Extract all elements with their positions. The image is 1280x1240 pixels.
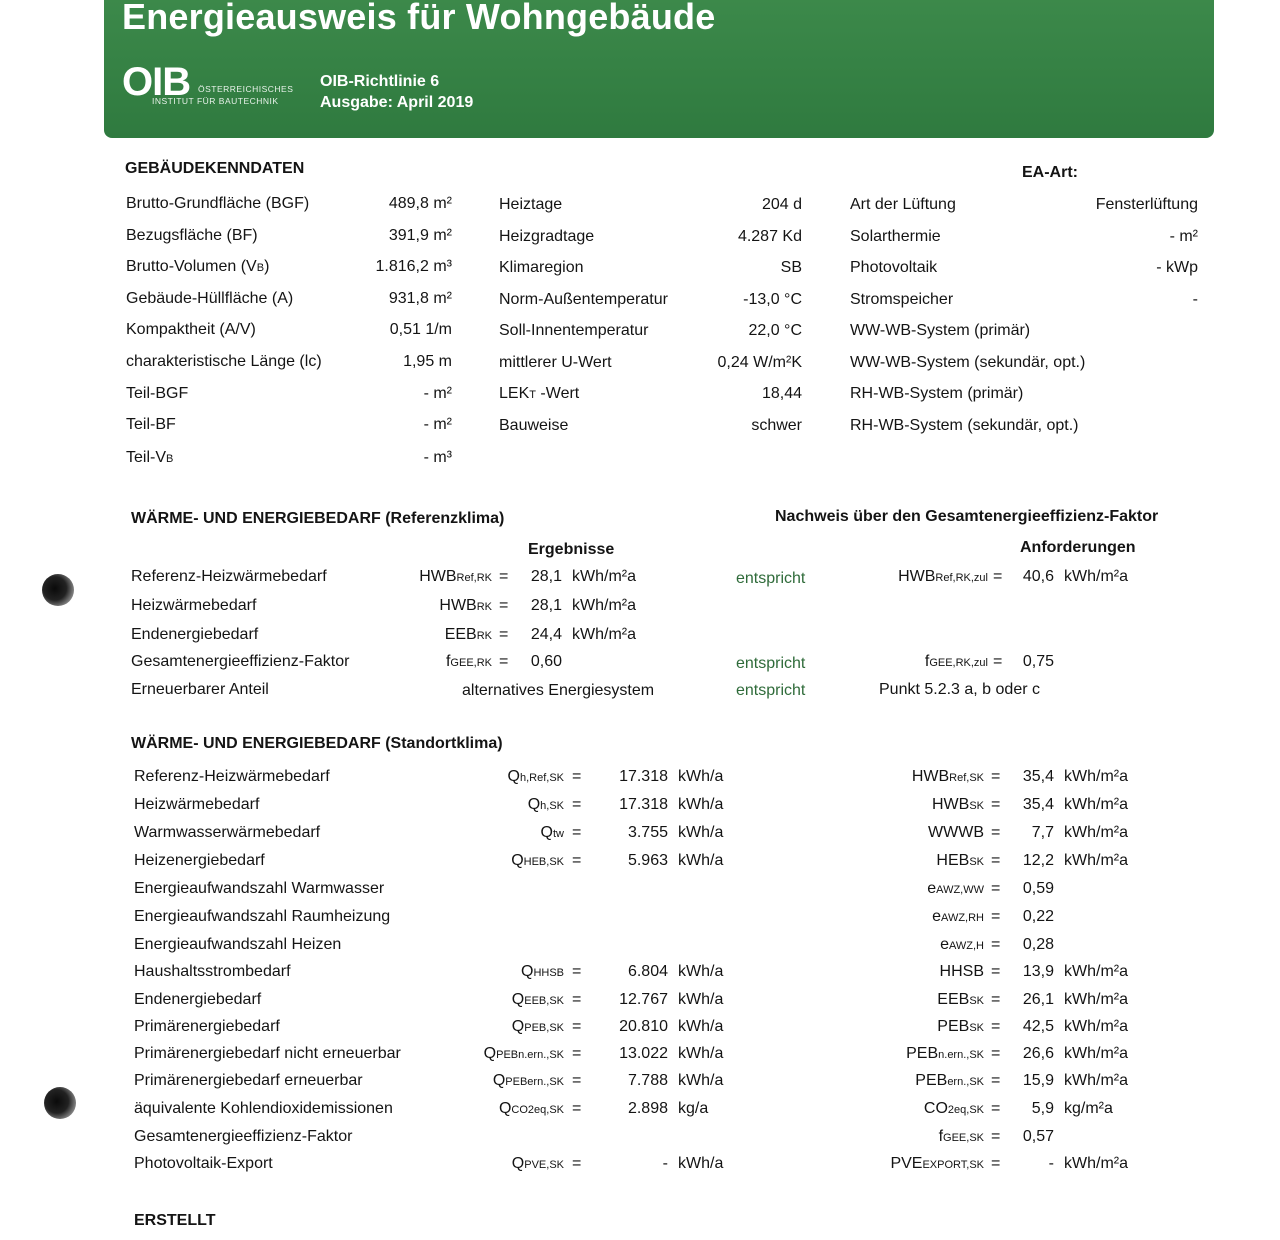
equals-sign: = — [991, 852, 1001, 869]
label-main: Heizgradtage — [499, 228, 595, 245]
equals-sign: = — [572, 1045, 582, 1062]
symbol-subscript: GEE,RK,zul — [929, 657, 988, 669]
equals-sign: = — [991, 1045, 1001, 1062]
kennwert-value: 0,22 — [1022, 908, 1054, 925]
kennwert-unit: kWh/m²a — [1064, 768, 1128, 785]
symbol: HWB — [419, 568, 457, 585]
standort-unit: kWh/a — [678, 991, 724, 1008]
kenndaten-value: 22,0 °C — [748, 322, 802, 339]
logo-subtitle-2: INSTITUT FÜR BAUTECHNIK — [152, 96, 279, 106]
kennwert-value: 7,7 — [1031, 824, 1054, 841]
equals-sign: = — [572, 1155, 582, 1172]
symbol-subscript: h,SK — [540, 800, 564, 812]
symbol-subscript: 2eq,SK — [947, 1104, 984, 1116]
symbol: f — [445, 653, 451, 670]
label-main: Soll-Innentemperatur — [499, 322, 649, 339]
equals-sign: = — [572, 852, 582, 869]
symbol: f — [938, 1128, 944, 1145]
label-main: Norm-Außentemperatur — [499, 291, 668, 308]
symbol-subscript: HEB,SK — [523, 856, 564, 868]
standort-label: Energieaufwandszahl Warmwasser — [134, 880, 385, 897]
equals-sign: = — [991, 1072, 1001, 1089]
symbol-subscript: PEBern.,SK — [505, 1076, 564, 1088]
symbol: HWB — [439, 597, 477, 614]
equals-sign: = — [499, 597, 509, 614]
equals-sign: = — [991, 908, 1001, 925]
kennwert-unit: kWh/m²a — [1064, 991, 1128, 1008]
standort-unit: kWh/a — [678, 852, 724, 869]
equals-sign: = — [991, 768, 1001, 785]
symbol-subscript: tw — [553, 828, 564, 840]
kenndaten-value: - m² — [423, 416, 452, 433]
section-title-gebaeudekenndaten: GEBÄUDEKENNDATEN — [125, 160, 305, 177]
kenndaten-label: Stromspeicher — [850, 291, 954, 308]
punch-hole — [42, 574, 74, 606]
referenz-unit: kWh/m²a — [572, 597, 636, 614]
symbol: HWB — [911, 768, 950, 785]
symbol: WWWB — [928, 824, 984, 841]
standort-value: 7.788 — [627, 1072, 668, 1089]
kenndaten-label: Brutto-Grundfläche (BGF) — [126, 195, 310, 212]
kenndaten-label: WW-WB-System (sekundär, opt.) — [850, 354, 1086, 371]
symbol: Q — [498, 1100, 512, 1117]
kennwert-value: 26,1 — [1022, 991, 1054, 1008]
referenz-unit: kWh/m²a — [572, 626, 636, 643]
standort-unit: kWh/a — [678, 1018, 724, 1035]
symbol-subscript: AWZ,WW — [936, 884, 984, 896]
label-end: -Wert — [535, 385, 580, 402]
symbol: Q — [483, 1045, 497, 1062]
kenndaten-value: Fensterlüftung — [1095, 196, 1198, 213]
kennwert-unit: kg/m²a — [1064, 1100, 1113, 1117]
equals-sign: = — [991, 1100, 1001, 1117]
symbol-subscript: EEB,SK — [524, 995, 564, 1007]
standort-label: Referenz-Heizwärmebedarf — [134, 768, 330, 785]
equals-sign: = — [991, 824, 1001, 841]
equals-sign: = — [499, 653, 509, 670]
kennwert-unit: kWh/m²a — [1064, 824, 1128, 841]
standort-label: Photovoltaik-Export — [134, 1155, 273, 1172]
equals-sign: = — [991, 936, 1001, 953]
standort-unit: kg/a — [678, 1100, 709, 1117]
label-end: ) — [264, 258, 270, 275]
equals-sign: = — [572, 768, 582, 785]
standort-value: 6.804 — [627, 963, 668, 980]
label-subscript: T — [529, 389, 536, 401]
symbol: e — [927, 880, 937, 897]
kennwert-value: 26,6 — [1022, 1045, 1054, 1062]
label-main: Bauweise — [499, 417, 569, 434]
ergebnisse-header: Ergebnisse — [528, 541, 615, 558]
kenndaten-label: Teil-BF — [126, 416, 176, 433]
symbol-subscript: HHSB — [533, 967, 564, 979]
kennwert-unit: kWh/m²a — [1064, 1018, 1128, 1035]
label-main: Klimaregion — [499, 259, 584, 276]
kenndaten-label: WW-WB-System (primär) — [850, 322, 1031, 339]
symbol-subscript: GEE,SK — [943, 1132, 984, 1144]
status-entspricht: entspricht — [736, 682, 806, 699]
kennwert-value: 35,4 — [1022, 768, 1054, 785]
standort-label: Warmwasserwärmebedarf — [134, 824, 321, 841]
symbol-subscript: RK — [476, 630, 492, 642]
anforderung-value: 40,6 — [1022, 568, 1054, 585]
kenndaten-label: Photovoltaik — [850, 259, 938, 276]
equals-sign: = — [572, 991, 582, 1008]
kenndaten-label: RH-WB-System (primär) — [850, 385, 1024, 402]
symbol: HWB — [898, 568, 936, 585]
equals-sign: = — [572, 1072, 582, 1089]
equals-sign: = — [991, 1018, 1001, 1035]
kennwert-unit: kWh/m²a — [1064, 852, 1128, 869]
symbol-subscript: RK — [476, 601, 492, 613]
kenndaten-value: 1.816,2 m³ — [375, 258, 452, 275]
symbol: Q — [507, 768, 520, 785]
symbol: HWB — [931, 796, 970, 813]
symbol-subscript: h,Ref,SK — [519, 772, 564, 784]
symbol: CO — [923, 1100, 948, 1117]
standort-value: 3.755 — [627, 824, 668, 841]
symbol: Q — [520, 963, 534, 980]
standort-label: äquivalente Kohlendioxidemissionen — [134, 1100, 393, 1117]
symbol-subscript: AWZ,RH — [941, 912, 984, 924]
standort-label: Heizwärmebedarf — [134, 796, 260, 813]
symbol-subscript: AWZ,H — [948, 940, 984, 952]
kennwert-unit: kWh/m²a — [1064, 1045, 1128, 1062]
symbol: f — [924, 653, 930, 670]
section-title-referenzklima: WÄRME- UND ENERGIEBEDARF (Referenzklima) — [131, 510, 505, 527]
kenndaten-label: Solarthermie — [850, 228, 941, 245]
symbol-subscript: SK — [969, 1022, 984, 1034]
symbol: PVE — [890, 1155, 923, 1172]
kenndaten-value: - kWp — [1156, 259, 1198, 276]
ausgabe: Ausgabe: April 2019 — [320, 94, 474, 111]
symbol: e — [940, 936, 949, 953]
standort-label: Gesamtenergieeffizienz-Faktor — [134, 1128, 353, 1145]
kenndaten-value: - m³ — [423, 449, 452, 466]
symbol-subscript: SK — [969, 856, 984, 868]
kennwert-unit: kWh/m²a — [1064, 1155, 1128, 1172]
kenndaten-label: Teil-BGF — [126, 385, 189, 402]
kennwert-value: - — [1048, 1155, 1054, 1172]
equals-sign: = — [572, 824, 582, 841]
symbol: e — [932, 908, 942, 925]
kennwert-value: 12,2 — [1022, 852, 1054, 869]
erneuerbar-punkt: Punkt 5.2.3 a, b oder c — [879, 681, 1040, 698]
referenz-unit: kWh/m²a — [572, 568, 636, 585]
standort-value: 2.898 — [627, 1100, 668, 1117]
referenz-label: Gesamtenergieeffizienz-Faktor — [131, 653, 350, 670]
label-main: Heiztage — [499, 196, 563, 213]
symbol-subscript: ern.,SK — [947, 1076, 984, 1088]
kennwert-unit: kWh/m²a — [1064, 963, 1128, 980]
kenndaten-value: 931,8 m² — [388, 290, 452, 307]
symbol: Q — [511, 852, 524, 869]
ea-art-label: EA-Art: — [1022, 164, 1078, 181]
equals-sign: = — [991, 1128, 1001, 1145]
referenz-label: Referenz-Heizwärmebedarf — [131, 568, 327, 585]
symbol: HHSB — [939, 963, 984, 980]
kenndaten-value: 0,24 W/m²K — [717, 354, 802, 371]
standort-value: 13.022 — [619, 1045, 668, 1062]
kenndaten-value: 0,51 1/m — [389, 321, 452, 338]
standort-value: - — [662, 1155, 668, 1172]
nachweis-title: Nachweis über den Gesamtenergieeffizienz-Faktor — [775, 508, 1159, 525]
symbol-subscript: CO2eq,SK — [511, 1104, 564, 1116]
kenndaten-value: - — [1192, 291, 1198, 308]
kennwert-unit: kWh/m²a — [1064, 1072, 1128, 1089]
kennwert-value: 5,9 — [1031, 1100, 1054, 1117]
status-entspricht: entspricht — [736, 570, 806, 587]
standort-value: 20.810 — [619, 1018, 668, 1035]
referenz-value: 24,4 — [530, 626, 562, 643]
standort-value: 17.318 — [619, 796, 668, 813]
oib-logo: OIB — [122, 60, 191, 104]
kenndaten-value: - m² — [1169, 228, 1198, 245]
standort-label: Endenergiebedarf — [134, 991, 262, 1008]
kenndaten-value: SB — [780, 259, 802, 276]
standort-unit: kWh/a — [678, 768, 724, 785]
equals-sign: = — [991, 796, 1001, 813]
equals-sign: = — [991, 880, 1001, 897]
erneuerbar-system: alternatives Energiesystem — [462, 682, 655, 699]
symbol: PEB — [906, 1045, 939, 1062]
standort-unit: kWh/a — [678, 824, 724, 841]
referenz-value: 0,60 — [530, 653, 562, 670]
label-main: mittlerer U-Wert — [499, 354, 612, 371]
standort-label: Primärenergiebedarf erneuerbar — [134, 1072, 363, 1089]
referenz-value: 28,1 — [530, 597, 562, 614]
symbol-subscript: PEB,SK — [524, 1022, 564, 1034]
equals-sign: = — [991, 1155, 1001, 1172]
kenndaten-value: 18,44 — [761, 385, 802, 402]
referenz-label: Endenergiebedarf — [131, 626, 259, 643]
equals-sign: = — [993, 653, 1003, 670]
kenndaten-value: schwer — [751, 417, 802, 434]
standort-label: Primärenergiebedarf — [134, 1018, 280, 1035]
kenndaten-value: -13,0 °C — [743, 291, 802, 308]
equals-sign: = — [499, 626, 509, 643]
status-entspricht: entspricht — [736, 655, 806, 672]
equals-sign: = — [991, 963, 1001, 980]
standort-value: 5.963 — [627, 852, 668, 869]
symbol: Q — [527, 796, 541, 813]
standort-unit: kWh/a — [678, 1155, 724, 1172]
anforderung-value: 0,75 — [1022, 653, 1054, 670]
punch-hole — [44, 1087, 76, 1119]
equals-sign: = — [499, 568, 509, 585]
symbol-subscript: SK — [969, 800, 984, 812]
symbol: Q — [511, 991, 525, 1008]
standort-label: Haushaltsstrombedarf — [134, 963, 291, 980]
standort-label: Energieaufwandszahl Raumheizung — [134, 908, 391, 925]
symbol: EEB — [937, 991, 970, 1008]
label-main: Brutto-Volumen (V — [126, 258, 257, 275]
erneuerbar-label: Erneuerbarer Anteil — [131, 681, 269, 698]
symbol: Q — [492, 1072, 506, 1089]
label-subscript: B — [166, 453, 174, 465]
referenz-label: Heizwärmebedarf — [131, 597, 257, 614]
anforderung-unit: kWh/m²a — [1064, 568, 1128, 585]
symbol-subscript: PEBn.ern.,SK — [496, 1049, 564, 1061]
symbol: HEB — [936, 852, 970, 869]
kenndaten-value: 1,95 m — [403, 353, 452, 370]
standort-value: 12.767 — [619, 991, 668, 1008]
standort-value: 17.318 — [619, 768, 668, 785]
symbol-subscript: GEE,RK — [450, 657, 492, 669]
kenndaten-label: Bezugsfläche (BF) — [126, 227, 258, 244]
standort-label: Primärenergiebedarf nicht erneuerbar — [134, 1045, 401, 1062]
equals-sign: = — [572, 963, 582, 980]
kenndaten-label: charakteristische Länge (lc) — [126, 353, 322, 370]
section-title-standortklima: WÄRME- UND ENERGIEBEDARF (Standortklima) — [131, 735, 503, 752]
label-subscript: B — [256, 262, 265, 274]
kenndaten-value: 204 d — [761, 196, 802, 213]
anforderungen-header: Anforderungen — [1020, 539, 1136, 556]
equals-sign: = — [572, 1018, 582, 1035]
symbol-subscript: PVE,SK — [524, 1159, 564, 1171]
symbol-subscript: n.ern.,SK — [938, 1049, 984, 1061]
kennwert-value: 13,9 — [1022, 963, 1054, 980]
kennwert-value: 35,4 — [1022, 796, 1054, 813]
kenndaten-label: Kompaktheit (A/V) — [126, 321, 256, 338]
symbol-subscript: SK — [969, 995, 984, 1007]
symbol: Q — [511, 1018, 525, 1035]
referenz-value: 28,1 — [530, 568, 562, 585]
kennwert-unit: kWh/m²a — [1064, 796, 1128, 813]
standort-unit: kWh/a — [678, 963, 724, 980]
symbol: Q — [540, 824, 553, 841]
symbol: PEB — [937, 1018, 970, 1035]
section-title-erstellt: ERSTELLT — [134, 1212, 216, 1229]
equals-sign: = — [572, 796, 582, 813]
standort-unit: kWh/a — [678, 796, 724, 813]
symbol-subscript: Ref,RK — [456, 572, 492, 584]
equals-sign: = — [991, 991, 1001, 1008]
document-title: Energieausweis für Wohngebäude — [122, 0, 716, 37]
standort-label: Energieaufwandszahl Heizen — [134, 936, 342, 953]
symbol: PEB — [915, 1072, 948, 1089]
kenndaten-value: 4.287 Kd — [737, 228, 802, 245]
kennwert-value: 15,9 — [1022, 1072, 1054, 1089]
symbol: EEB — [444, 626, 477, 643]
equals-sign: = — [993, 568, 1003, 585]
kennwert-value: 0,28 — [1022, 936, 1054, 953]
label-main: LEK — [499, 385, 530, 402]
kennwert-value: 42,5 — [1022, 1018, 1054, 1035]
equals-sign: = — [572, 1100, 582, 1117]
kenndaten-value: 391,9 m² — [388, 227, 452, 244]
kenndaten-label: Art der Lüftung — [850, 196, 956, 213]
richtlinie: OIB-Richtlinie 6 — [320, 73, 440, 90]
kenndaten-label: RH-WB-System (sekundär, opt.) — [850, 417, 1079, 434]
symbol: Q — [511, 1155, 525, 1172]
kenndaten-value: - m² — [423, 385, 452, 402]
standort-unit: kWh/a — [678, 1045, 724, 1062]
symbol-subscript: Ref,SK — [949, 772, 984, 784]
kennwert-value: 0,57 — [1022, 1128, 1054, 1145]
symbol-subscript: Ref,RK,zul — [935, 572, 988, 584]
standort-label: Heizenergiebedarf — [134, 852, 265, 869]
kenndaten-label: Gebäude-Hüllfläche (A) — [126, 290, 294, 307]
symbol-subscript: EXPORT,SK — [922, 1159, 984, 1171]
standort-unit: kWh/a — [678, 1072, 724, 1089]
label-main: Teil-V — [126, 449, 167, 466]
logo-subtitle-1: ÖSTERREICHISCHES — [198, 84, 294, 94]
kennwert-value: 0,59 — [1022, 880, 1054, 897]
kenndaten-value: 489,8 m² — [388, 195, 452, 212]
